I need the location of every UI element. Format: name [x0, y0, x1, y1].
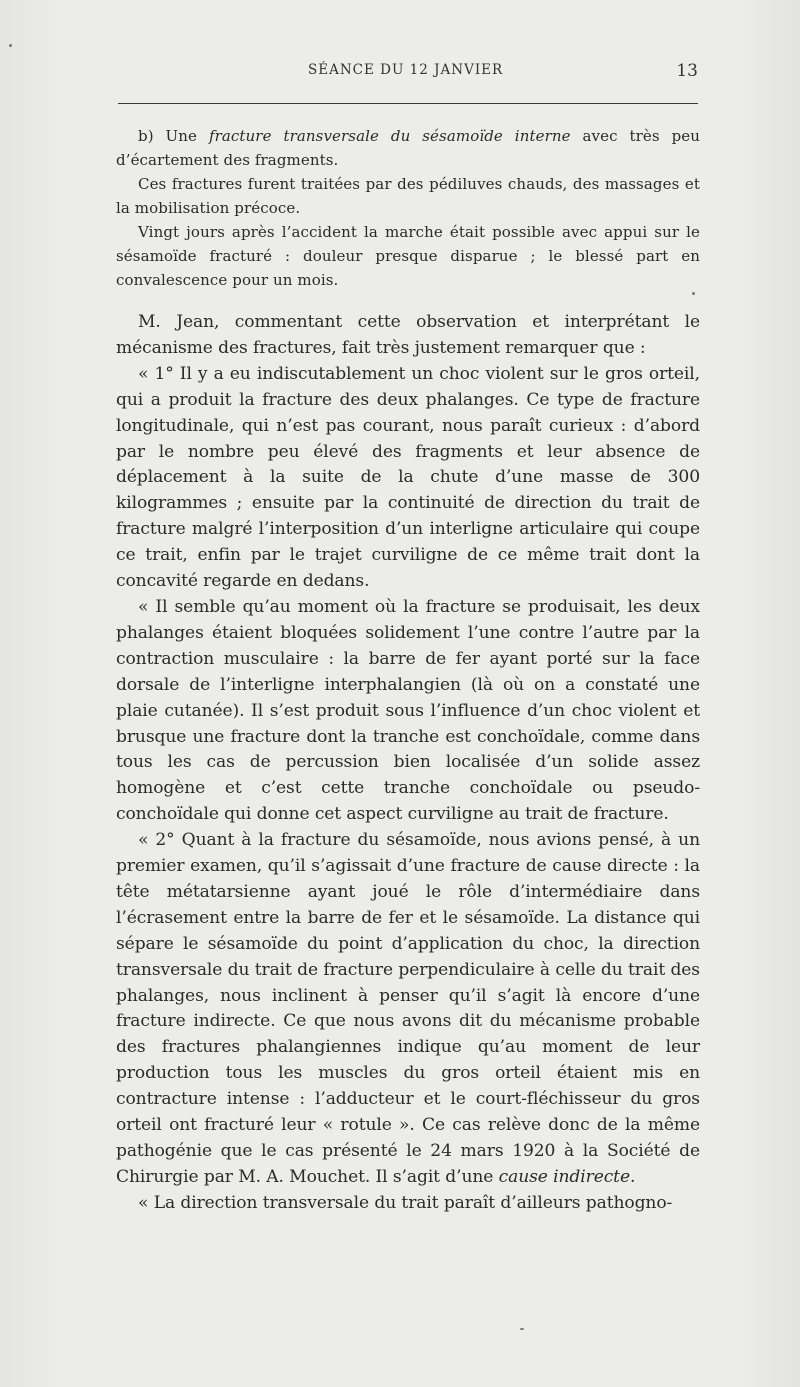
header-rule [118, 103, 698, 104]
commentary-block [116, 310, 700, 1217]
body-text [116, 124, 700, 1217]
paper-speck [692, 292, 695, 295]
paper-speck [520, 1328, 524, 1330]
italic-phrase: fracture transversale du sésamoïde interne [208, 127, 571, 145]
running-header [118, 62, 698, 86]
paper-speck [9, 44, 12, 47]
page-number: 13 [676, 61, 698, 81]
commentary-paragraph: « 1° Il y a eu indiscutablement un choc violent sur le gros orteil, qui a produit la fracture des deux phalanges. Ce type de fracture longitudinale, qui n’est pas courant, nous paraît curieux : d’abord par le nombre peu élevé des fragments et leur absence de déplacement à la suite de la chute d’une masse de 300 kilogrammes ; ensuite par la continuité de direction du trait de fracture malgré l’interposition d’un interligne articulaire qui coupe ce trait, enfin par le trajet curviligne de ce même trait dont la concavité regarde en dedans. [116, 363, 700, 592]
observation-block [116, 124, 700, 292]
header-title: SÉANCE DU 12 JANVIER [308, 62, 504, 78]
observation-paragraph: Ces fractures furent traitées par des pédiluves chauds, des massages et la mobilisation précoce. [116, 175, 700, 217]
commentary-paragraph: M. Jean, commentant cette observation et interprétant le mécanisme des fractures, fait très justement remarquer que : [116, 312, 700, 358]
observation-paragraph: Vingt jours après l’accident la marche était possible avec appui sur le sésamoïde fracturé : douleur presque disparue ; le blessé part en convalescence pour un mois. [116, 223, 700, 289]
commentary-paragraph: « La direction transversale du trait paraît d’ailleurs pathogno- [138, 1192, 673, 1213]
observation-paragraph: b) Une fracture transversale du sésamoïde interne avec très peu d’écartement des fragments. [116, 127, 701, 169]
italic-phrase: cause indirecte [498, 1166, 630, 1187]
commentary-paragraph: « Il semble qu’au moment où la fracture se produisait, les deux phalanges étaient bloquées solidement l’une contre l’autre par la contraction musculaire : la barre de fer ayant porté sur la face dorsale de l’interligne interphalangien (là où on a constaté une plaie cutanée). Il s’est produit sous l’influence d’un choc violent et brusque une fracture dont la tranche est conchoïdale, comme dans tous les cas de percussion bien localisée d’un solide assez homogène et c’est cette tranche conchoïdale ou pseudo-conchoïdale qui donne cet aspect curviligne au trait de fracture. [116, 596, 700, 825]
commentary-paragraph: « 2° Quant à la fracture du sésamoïde, nous avions pensé, à un premier examen, qu’il s’agissait d’une fracture de cause directe : la tête métatarsienne ayant joué le rôle d’intermédiaire dans l’écrasement entre la barre de fer et le sésamoïde. La distance qui sépare le sésamoïde du point d’application du choc, la direction transversale du trait de fracture perpendiculaire à celle du trait des phalanges, nous inclinent à penser qu’il s’agit là encore d’une fracture indirecte. Ce que nous avons dit du mécanisme probable des fractures phalangiennes indique qu’au moment de leur production tous les muscles du gros orteil étaient mis en contracture intense : l’adducteur et le court-fléchisseur du gros orteil ont fracturé leur « rotule ». Ce cas relève donc de la même pathogénie que le cas présenté le 24 mars 1920 à la Société de Chirurgie par M. A. Mouchet. Il s’agit d’une cause indirecte. [116, 830, 700, 1187]
